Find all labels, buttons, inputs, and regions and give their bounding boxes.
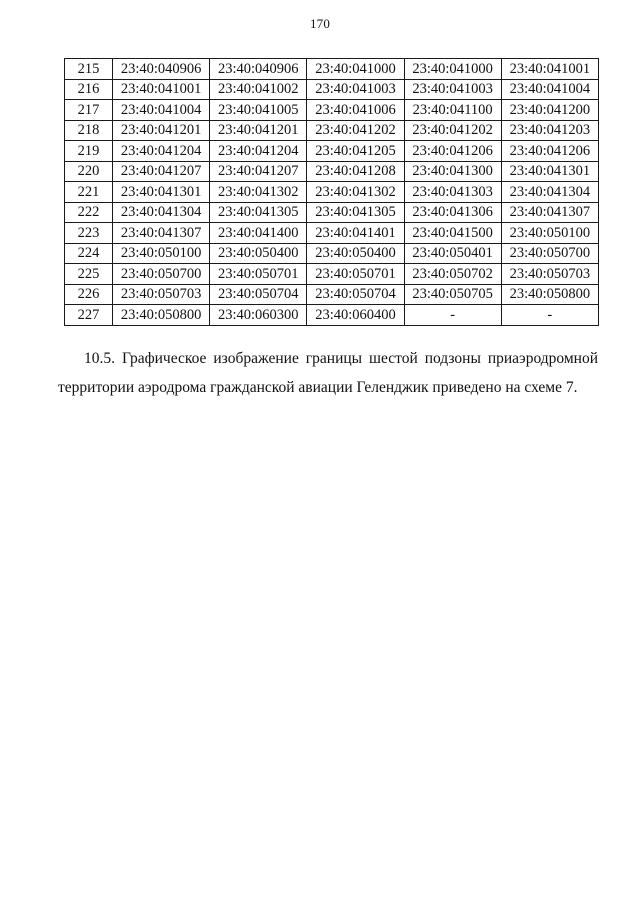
row-number-cell: 215 (65, 59, 113, 80)
cadastral-number-cell: 23:40:050400 (210, 243, 307, 264)
cadastral-number-cell: 23:40:041205 (307, 141, 404, 162)
table-row (65, 305, 599, 326)
cadastral-number-cell: 23:40:041302 (210, 182, 307, 203)
cadastral-number-cell: 23:40:041301 (501, 161, 598, 182)
cadastral-number-cell: - (404, 305, 501, 326)
cadastral-number-cell: 23:40:050701 (307, 264, 404, 285)
table-row (65, 100, 599, 121)
cadastral-table (64, 58, 599, 326)
cadastral-number-cell: 23:40:050700 (113, 264, 210, 285)
table-row (65, 141, 599, 162)
row-number-cell: 227 (65, 305, 113, 326)
cadastral-number-cell: 23:40:041002 (210, 79, 307, 100)
cadastral-number-cell: 23:40:041003 (404, 79, 501, 100)
cadastral-number-cell: 23:40:041303 (404, 182, 501, 203)
table-row (65, 120, 599, 141)
cadastral-number-cell: 23:40:050703 (113, 284, 210, 305)
cadastral-number-cell: 23:40:041206 (404, 141, 501, 162)
cadastral-number-cell: 23:40:050701 (210, 264, 307, 285)
cadastral-number-cell: 23:40:041302 (307, 182, 404, 203)
row-number-cell: 217 (65, 100, 113, 121)
table-row (65, 202, 599, 223)
row-number-cell: 219 (65, 141, 113, 162)
cadastral-number-cell: 23:40:041100 (404, 100, 501, 121)
cadastral-number-cell: 23:40:050401 (404, 243, 501, 264)
cadastral-number-cell: 23:40:041401 (307, 223, 404, 244)
table-row (65, 264, 599, 285)
cadastral-number-cell: 23:40:050800 (501, 284, 598, 305)
row-number-cell: 224 (65, 243, 113, 264)
cadastral-number-cell: 23:40:041304 (501, 182, 598, 203)
page-number: 170 (309, 16, 331, 31)
cadastral-number-cell: 23:40:041301 (113, 182, 210, 203)
cadastral-number-cell: 23:40:041300 (404, 161, 501, 182)
cadastral-number-cell: 23:40:050702 (404, 264, 501, 285)
row-number-cell: 220 (65, 161, 113, 182)
cadastral-number-cell: 23:40:041204 (113, 141, 210, 162)
row-number-cell: 221 (65, 182, 113, 203)
cadastral-number-cell: 23:40:050100 (113, 243, 210, 264)
section-paragraph: 10.5. Графическое изображение границы шестой подзоны приаэродромной территории аэродрома гражданской авиации Геленджик приведено на схеме 7. (58, 350, 598, 396)
cadastral-number-cell: 23:40:041202 (307, 120, 404, 141)
cadastral-number-cell: 23:40:040906 (113, 59, 210, 80)
table-row (65, 59, 599, 80)
cadastral-number-cell: 23:40:041305 (210, 202, 307, 223)
cadastral-number-cell: 23:40:041001 (113, 79, 210, 100)
row-number-cell: 222 (65, 202, 113, 223)
cadastral-number-cell: 23:40:041500 (404, 223, 501, 244)
row-number-cell: 226 (65, 284, 113, 305)
table-row (65, 284, 599, 305)
cadastral-number-cell: 23:40:041201 (113, 120, 210, 141)
cadastral-number-cell: 23:40:041202 (404, 120, 501, 141)
cadastral-number-cell: 23:40:041001 (501, 59, 598, 80)
cadastral-number-cell: 23:40:060300 (210, 305, 307, 326)
cadastral-number-cell: 23:40:050400 (307, 243, 404, 264)
cadastral-number-cell: 23:40:041307 (113, 223, 210, 244)
table-body (65, 59, 599, 326)
cadastral-number-cell: 23:40:050800 (113, 305, 210, 326)
table-row (65, 223, 599, 244)
cadastral-number-cell: 23:40:041208 (307, 161, 404, 182)
row-number-cell: 218 (65, 120, 113, 141)
cadastral-number-cell: 23:40:041004 (113, 100, 210, 121)
cadastral-number-cell: 23:40:040906 (210, 59, 307, 80)
cadastral-number-cell: 23:40:041400 (210, 223, 307, 244)
cadastral-number-cell: 23:40:050703 (501, 264, 598, 285)
cadastral-number-cell: 23:40:041207 (210, 161, 307, 182)
cadastral-number-cell: 23:40:041306 (404, 202, 501, 223)
cadastral-number-cell: 23:40:050700 (501, 243, 598, 264)
cadastral-number-cell: 23:40:041201 (210, 120, 307, 141)
cadastral-number-cell: 23:40:050705 (404, 284, 501, 305)
cadastral-number-cell: 23:40:041305 (307, 202, 404, 223)
cadastral-number-cell: 23:40:041203 (501, 120, 598, 141)
cadastral-number-cell: 23:40:041006 (307, 100, 404, 121)
cadastral-number-cell: 23:40:041005 (210, 100, 307, 121)
row-number-cell: 223 (65, 223, 113, 244)
cadastral-number-cell: 23:40:041307 (501, 202, 598, 223)
cadastral-number-cell: 23:40:041003 (307, 79, 404, 100)
cadastral-number-cell: 23:40:041204 (210, 141, 307, 162)
row-number-cell: 225 (65, 264, 113, 285)
cadastral-number-cell: 23:40:041207 (113, 161, 210, 182)
cadastral-number-cell: 23:40:041206 (501, 141, 598, 162)
cadastral-number-cell: 23:40:041000 (307, 59, 404, 80)
cadastral-number-cell: 23:40:041000 (404, 59, 501, 80)
table-row (65, 161, 599, 182)
cadastral-number-cell: 23:40:050704 (307, 284, 404, 305)
cadastral-number-cell: 23:40:041200 (501, 100, 598, 121)
cadastral-number-cell: 23:40:050704 (210, 284, 307, 305)
table-row (65, 79, 599, 100)
cadastral-number-cell: 23:40:060400 (307, 305, 404, 326)
cadastral-number-cell: 23:40:041004 (501, 79, 598, 100)
cadastral-number-cell: - (501, 305, 598, 326)
cadastral-number-cell: 23:40:050100 (501, 223, 598, 244)
cadastral-number-cell: 23:40:041304 (113, 202, 210, 223)
table-row (65, 182, 599, 203)
table-row (65, 243, 599, 264)
row-number-cell: 216 (65, 79, 113, 100)
